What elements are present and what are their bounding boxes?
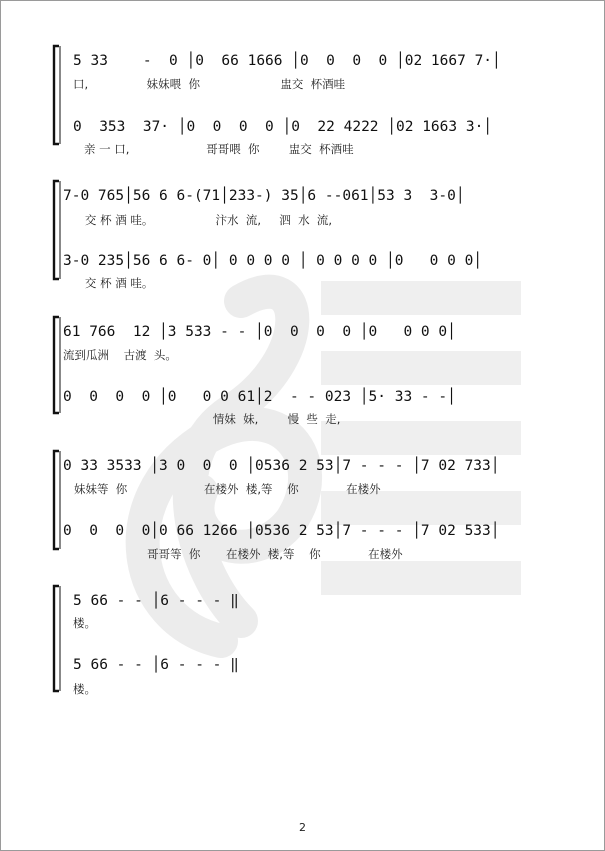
lyrics-upper: 流到瓜洲 古渡 头。 bbox=[63, 348, 177, 362]
lyrics-upper: 妹妹等 你 在楼外 楼,等 你 在楼外 bbox=[63, 482, 381, 496]
staff-upper: 5 66 - - │6 - - - ‖ bbox=[73, 593, 239, 609]
staff-upper: 61 766 12 │3 533 - - │0 0 0 0 │0 0 0 0│ bbox=[63, 324, 456, 340]
staff-lower: 0 353 37· │0 0 0 0 │0 22 4222 │02 1663 3·│ bbox=[73, 119, 493, 135]
lyrics-upper: 楼。 bbox=[73, 616, 96, 630]
staff-lower: 5 66 - - │6 - - - ‖ bbox=[73, 657, 239, 673]
staff-upper: 7-0 765│56 6 6-(71│233-) 35│6 --061│53 3 3-0│ bbox=[63, 188, 465, 204]
lyrics-upper: 交 杯 酒 哇。 汴水 流, 泗 水 流, bbox=[63, 213, 333, 227]
staff-upper: 5 33 - 0 │0 66 1666 │0 0 0 0 │02 1667 7·│ bbox=[73, 53, 501, 69]
lyrics-lower: 楼。 bbox=[73, 682, 96, 696]
staff-upper: 0 33 3533 │3 0 0 0 │0536 2 53│7 - - - │7 02 733│ bbox=[63, 458, 500, 474]
lyrics-lower: 哥哥等 你 在楼外 楼,等 你 在楼外 bbox=[63, 547, 403, 561]
lyrics-lower: 情妹 妹, 慢 些 走, bbox=[63, 412, 341, 426]
staff-lower: 0 0 0 0 │0 0 0 61│2 - - 023 │5· 33 - -│ bbox=[63, 389, 456, 405]
page-number: 2 bbox=[299, 821, 306, 834]
lyrics-upper: 口, 妹妹喂 你 盅交 杯酒哇 bbox=[73, 77, 346, 91]
staff-lower: 0 0 0 0│0 66 1266 │0536 2 53│7 - - - │7 02 533│ bbox=[63, 523, 500, 539]
lyrics-lower: 交 杯 酒 哇。 bbox=[63, 276, 154, 290]
lyrics-lower: 亲 一 口, 哥哥喂 你 盅交 杯酒哇 bbox=[73, 142, 354, 156]
system-brace bbox=[1, 1, 604, 850]
staff-lower: 3-0 235│56 6 6- 0│ 0 0 0 0 │ 0 0 0 0 │0 0 0 0│ bbox=[63, 253, 483, 269]
